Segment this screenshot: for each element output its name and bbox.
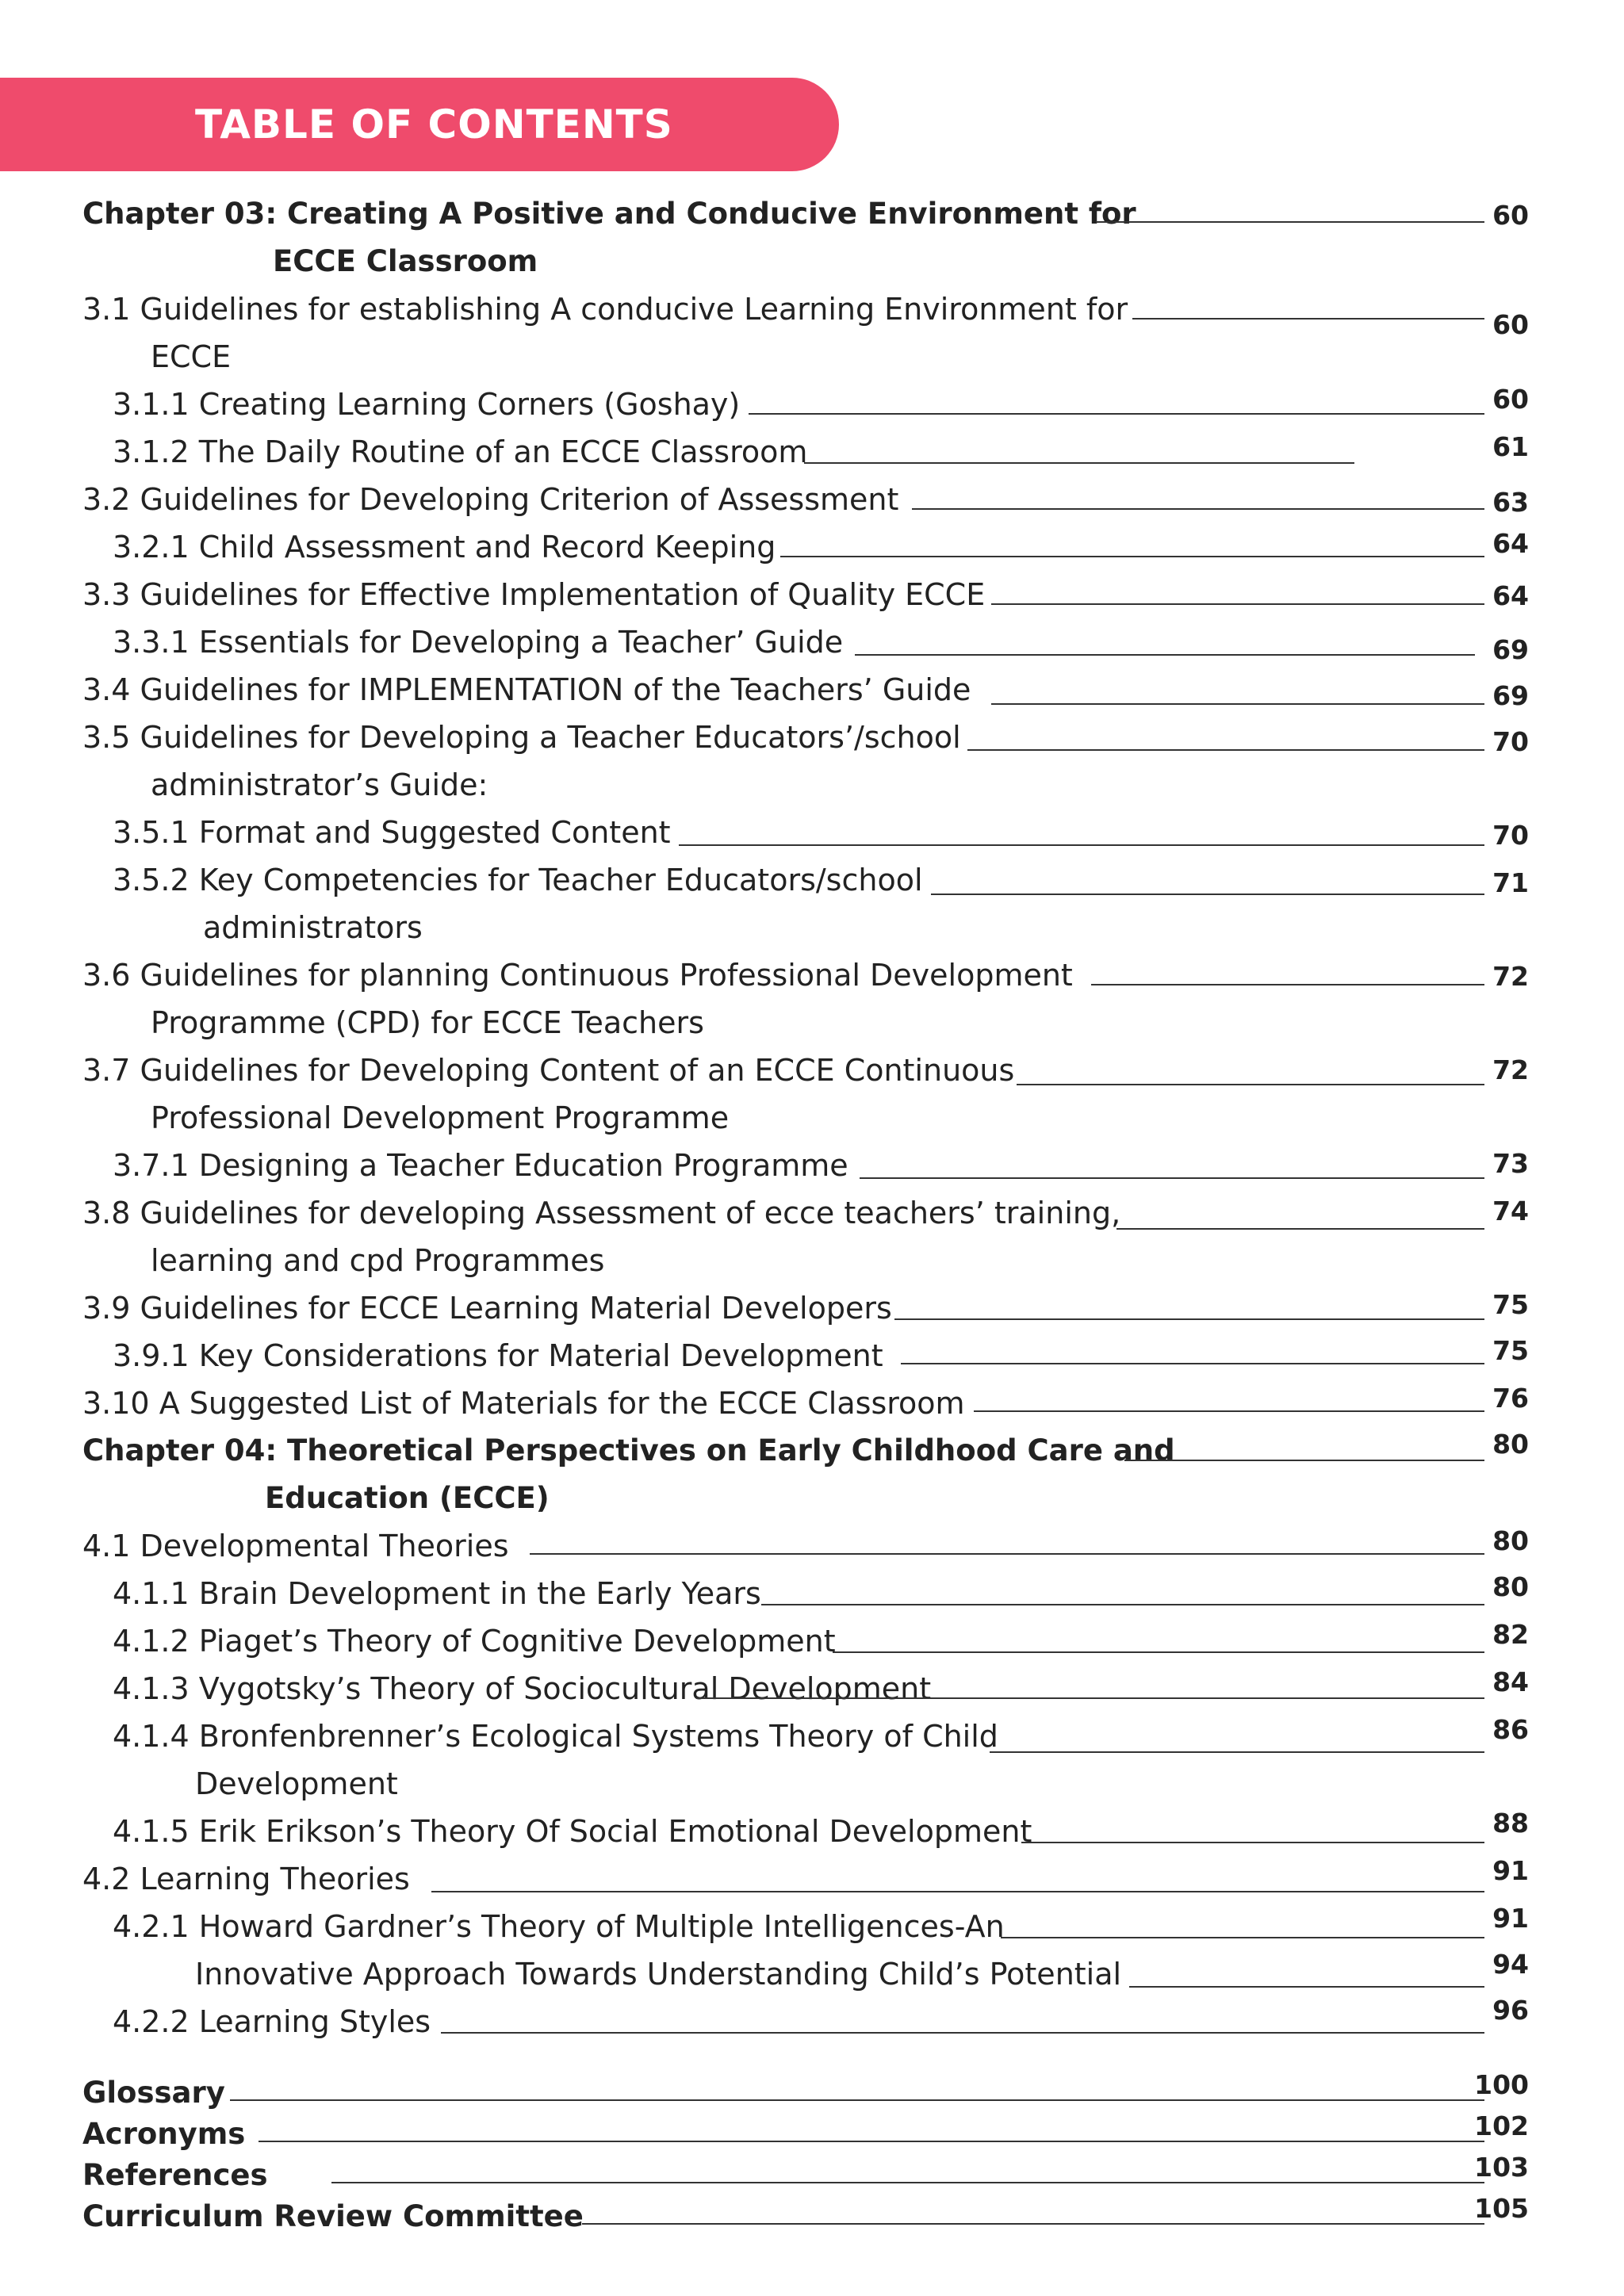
toc-entry-26-leader-line <box>1021 1842 1484 1843</box>
toc-entry-34-page-number[interactable]: 105 <box>1474 2193 1529 2224</box>
toc-entry-26-title[interactable]: 4.1.5 Erik Erikson’s Theory Of Social Emotional Development <box>113 1814 1032 1849</box>
toc-entry-16-page-number[interactable]: 74 <box>1492 1196 1529 1226</box>
toc-entry-19-title[interactable]: 3.10 A Suggested List of Materials for the ECCE Classroom <box>82 1386 965 1421</box>
toc-entry-30-leader-line <box>441 2032 1484 2034</box>
toc-entry-23-page-number[interactable]: 82 <box>1492 1619 1529 1650</box>
toc-entry-10-leader-line <box>967 749 1484 751</box>
toc-entry-20-page-number[interactable]: 80 <box>1492 1429 1529 1460</box>
toc-entry-32-title[interactable]: Acronyms <box>82 2117 246 2151</box>
toc-entry-10-page-number[interactable]: 70 <box>1492 726 1529 757</box>
toc-entry-12-title[interactable]: 3.5.2 Key Competencies for Teacher Educators/school <box>113 863 923 897</box>
toc-entry-33-page-number[interactable]: 103 <box>1474 2152 1529 2183</box>
toc-entry-31-page-number[interactable]: 100 <box>1474 2069 1529 2100</box>
toc-entry-30-page-number[interactable]: 96 <box>1492 1995 1529 2026</box>
toc-entry-34-leader-line <box>582 2223 1484 2225</box>
toc-entry-21-title[interactable]: 4.1 Developmental Theories <box>82 1529 509 1563</box>
toc-entry-17-leader-line <box>894 1318 1484 1320</box>
toc-entry-24-page-number[interactable]: 84 <box>1492 1667 1529 1697</box>
toc-entry-11-page-number[interactable]: 70 <box>1492 820 1529 851</box>
toc-entry-26-page-number[interactable]: 88 <box>1492 1808 1529 1839</box>
toc-entry-15-page-number[interactable]: 73 <box>1492 1148 1529 1179</box>
toc-entry-18-title[interactable]: 3.9.1 Key Considerations for Material Development <box>113 1338 883 1373</box>
toc-entry-20-title[interactable]: Chapter 04: Theoretical Perspectives on Early Childhood Care and <box>82 1433 1175 1468</box>
toc-entry-2-title[interactable]: 3.1 Guidelines for establishing A conducive Learning Environment for <box>82 292 1128 327</box>
toc-entry-31-title[interactable]: Glossary <box>82 2076 225 2110</box>
toc-entry-5-page-number[interactable]: 63 <box>1492 487 1529 518</box>
toc-entry-22-page-number[interactable]: 80 <box>1492 1571 1529 1602</box>
toc-entry-13-leader-line <box>1091 984 1484 985</box>
toc-entry-28-title[interactable]: 4.2.1 Howard Gardner’s Theory of Multiple Intelligences-An <box>113 1909 1005 1944</box>
page-title: TABLE OF CONTENTS <box>195 101 673 147</box>
toc-entry-30-title[interactable]: 4.2.2 Learning Styles <box>113 2004 431 2039</box>
toc-entry-33-title[interactable]: References <box>82 2158 268 2192</box>
toc-entry-6-title[interactable]: 3.2.1 Child Assessment and Record Keeping <box>113 530 776 564</box>
toc-entry-19-page-number[interactable]: 76 <box>1492 1383 1529 1414</box>
toc-entry-29-leader-line <box>1129 1986 1484 1988</box>
toc-entry-33-leader-line <box>331 2182 1484 2183</box>
toc-entry-7-leader-line <box>991 603 1484 605</box>
toc-entry-20-leader-line <box>1124 1460 1484 1461</box>
toc-entry-18-page-number[interactable]: 75 <box>1492 1335 1529 1366</box>
toc-entry-25-title[interactable]: 4.1.4 Bronfenbrenner’s Ecological Systems Theory of Child <box>113 1719 998 1754</box>
toc-entry-1-title[interactable]: Chapter 03: Creating A Positive and Conducive Environment for <box>82 197 1136 231</box>
toc-entry-16-leader-line <box>1116 1228 1484 1230</box>
toc-entry-12-title-continued[interactable]: administrators <box>203 910 423 945</box>
toc-entry-27-leader-line <box>431 1891 1484 1892</box>
toc-entry-25-leader-line <box>990 1751 1484 1753</box>
toc-entry-14-page-number[interactable]: 72 <box>1492 1054 1529 1085</box>
toc-entry-20-title-continued[interactable]: Education (ECCE) <box>265 1481 550 1515</box>
toc-entry-3-page-number[interactable]: 60 <box>1492 384 1529 415</box>
toc-entry-15-leader-line <box>860 1177 1484 1179</box>
toc-entry-32-page-number[interactable]: 102 <box>1474 2110 1529 2141</box>
toc-entry-4-page-number[interactable]: 61 <box>1492 431 1529 462</box>
toc-entry-2-page-number[interactable]: 60 <box>1492 309 1529 340</box>
toc-entry-4-leader-line <box>804 462 1354 464</box>
toc-entry-22-title[interactable]: 4.1.1 Brain Development in the Early Years <box>113 1576 761 1611</box>
toc-entry-13-title-continued[interactable]: Programme (CPD) for ECCE Teachers <box>151 1005 704 1040</box>
toc-entry-31-leader-line <box>230 2099 1484 2101</box>
toc-entry-23-leader-line <box>833 1651 1484 1653</box>
toc-entry-1-page-number[interactable]: 60 <box>1492 200 1529 231</box>
toc-entry-10-title-continued[interactable]: administrator’s Guide: <box>151 767 488 802</box>
toc-entry-13-title[interactable]: 3.6 Guidelines for planning Continuous Professional Development <box>82 958 1073 993</box>
toc-entry-3-title[interactable]: 3.1.1 Creating Learning Corners (Goshay) <box>113 387 741 422</box>
toc-entry-9-page-number[interactable]: 69 <box>1492 680 1529 711</box>
toc-entry-28-leader-line <box>1001 1937 1484 1938</box>
toc-entry-4-title[interactable]: 3.1.2 The Daily Routine of an ECCE Classroom <box>113 434 808 469</box>
toc-entry-24-title[interactable]: 4.1.3 Vygotsky’s Theory of Sociocultural Development <box>113 1671 932 1706</box>
toc-entry-21-leader-line <box>530 1553 1484 1555</box>
toc-entry-34-title[interactable]: Curriculum Review Committee <box>82 2199 584 2233</box>
toc-entry-24-leader-line <box>696 1697 1484 1699</box>
toc-entry-29-page-number[interactable]: 94 <box>1492 1949 1529 1980</box>
toc-entry-32-leader-line <box>259 2141 1484 2142</box>
toc-entry-27-page-number[interactable]: 91 <box>1492 1855 1529 1886</box>
toc-entry-5-title[interactable]: 3.2 Guidelines for Developing Criterion of Assessment <box>82 482 899 517</box>
toc-entry-25-title-continued[interactable]: Development <box>195 1766 398 1801</box>
toc-entry-13-page-number[interactable]: 72 <box>1492 961 1529 992</box>
toc-entry-9-leader-line <box>991 703 1484 705</box>
toc-entry-12-page-number[interactable]: 71 <box>1492 867 1529 898</box>
toc-entry-1-leader-line <box>1096 221 1484 223</box>
toc-entry-7-title[interactable]: 3.3 Guidelines for Effective Implementation of Quality ECCE <box>82 577 986 612</box>
toc-entry-6-page-number[interactable]: 64 <box>1492 528 1529 559</box>
toc-entry-16-title[interactable]: 3.8 Guidelines for developing Assessment of ecce teachers’ training, <box>82 1196 1121 1230</box>
toc-entry-3-leader-line <box>749 413 1484 415</box>
toc-entry-14-title-continued[interactable]: Professional Development Programme <box>151 1100 730 1135</box>
toc-entry-27-title[interactable]: 4.2 Learning Theories <box>82 1862 410 1896</box>
toc-entry-18-leader-line <box>901 1363 1484 1364</box>
toc-entry-14-title[interactable]: 3.7 Guidelines for Developing Content of an ECCE Continuous <box>82 1053 1015 1088</box>
toc-entry-7-page-number[interactable]: 64 <box>1492 580 1529 611</box>
toc-entry-25-page-number[interactable]: 86 <box>1492 1714 1529 1745</box>
toc-entry-10-title[interactable]: 3.5 Guidelines for Developing a Teacher Educators’/school <box>82 720 961 755</box>
toc-entry-2-leader-line <box>1132 318 1484 320</box>
toc-entry-2-title-continued[interactable]: ECCE <box>151 339 232 374</box>
toc-entry-1-title-continued[interactable]: ECCE Classroom <box>273 244 538 278</box>
toc-entry-8-page-number[interactable]: 69 <box>1492 634 1529 665</box>
toc-entry-8-title[interactable]: 3.3.1 Essentials for Developing a Teacher’ Guide <box>113 625 844 660</box>
toc-entry-23-title[interactable]: 4.1.2 Piaget’s Theory of Cognitive Development <box>113 1624 836 1659</box>
toc-entry-15-title[interactable]: 3.7.1 Designing a Teacher Education Programme <box>113 1148 848 1183</box>
toc-entry-16-title-continued[interactable]: learning and cpd Programmes <box>151 1243 605 1278</box>
toc-entry-22-leader-line <box>761 1604 1484 1605</box>
toc-entry-28-page-number[interactable]: 91 <box>1492 1903 1529 1934</box>
toc-entry-9-title[interactable]: 3.4 Guidelines for IMPLEMENTATION of the Teachers’ Guide <box>82 672 971 707</box>
toc-entry-11-title[interactable]: 3.5.1 Format and Suggested Content <box>113 815 671 850</box>
toc-entry-8-leader-line <box>855 654 1475 656</box>
toc-entry-19-leader-line <box>974 1410 1484 1412</box>
toc-entry-5-leader-line <box>912 508 1484 510</box>
toc-entry-21-page-number[interactable]: 80 <box>1492 1525 1529 1556</box>
toc-entry-29-title[interactable]: Innovative Approach Towards Understanding Child’s Potential <box>195 1957 1122 1992</box>
toc-entry-14-leader-line <box>1017 1084 1484 1085</box>
toc-entry-17-title[interactable]: 3.9 Guidelines for ECCE Learning Material Developers <box>82 1291 892 1326</box>
toc-entry-12-leader-line <box>931 894 1484 895</box>
toc-entry-6-leader-line <box>780 556 1484 557</box>
toc-entry-17-page-number[interactable]: 75 <box>1492 1289 1529 1320</box>
toc-entry-11-leader-line <box>679 844 1484 846</box>
